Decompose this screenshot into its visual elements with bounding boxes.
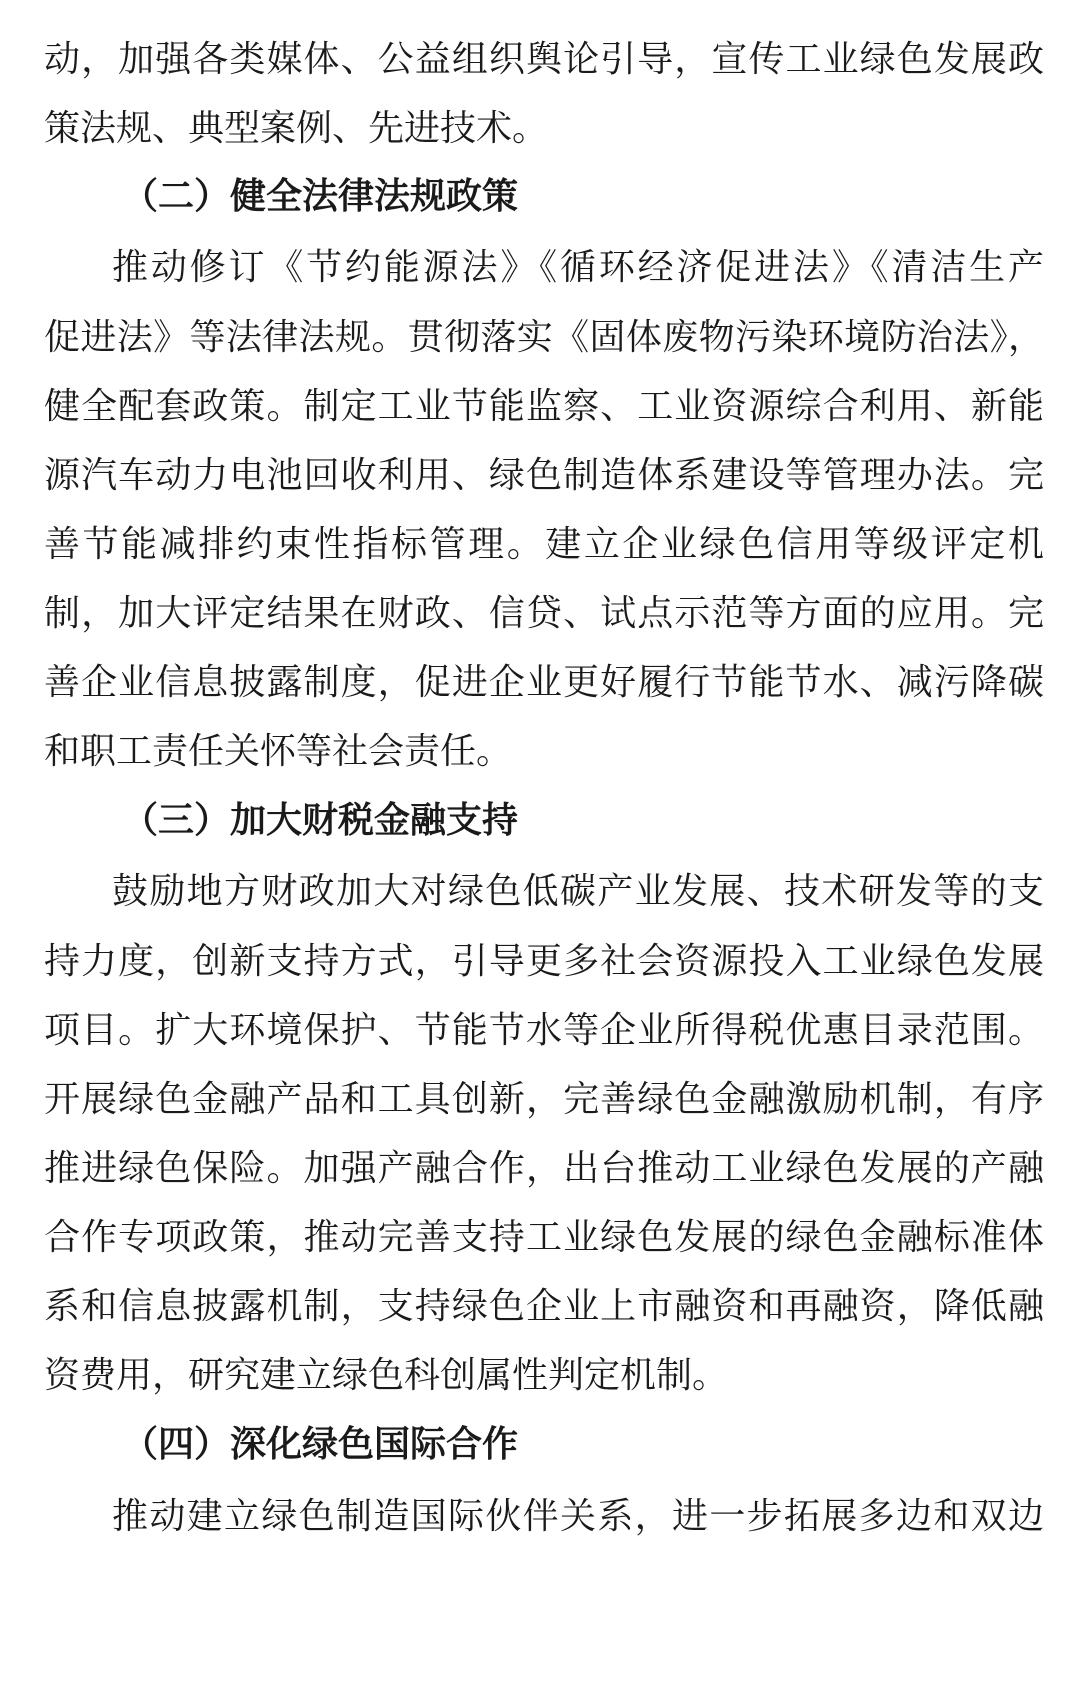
section-heading-4: （四）深化绿色国际合作 [122, 1424, 519, 1465]
paragraph-4-line-1: 推动建立绿色制造国际伙伴关系，进一步拓展多边和双边 [112, 1496, 1044, 1537]
section-heading-3: （三）加大财税金融支持 [122, 800, 519, 841]
paragraph-2-line-5: 善节能减排约束性指标管理。建立企业绿色信用等级评定机 [44, 524, 1044, 565]
paragraph-3-line-2: 持力度，创新支持方式，引导更多社会资源投入工业绿色发展 [44, 941, 1044, 982]
paragraph-2-line-3: 健全配套政策。制定工业节能监察、工业资源综合利用、新能 [44, 386, 1044, 427]
paragraph-2-line-7: 善企业信息披露制度，促进企业更好履行节能节水、减污降碳 [44, 662, 1044, 703]
paragraph-2-line-4: 源汽车动力电池回收利用、绿色制造体系建设等管理办法。完 [44, 455, 1044, 496]
paragraph-2-line-8: 和职工责任关怀等社会责任。 [44, 731, 513, 772]
paragraph-3-line-7: 系和信息披露机制，支持绿色企业上市融资和再融资，降低融 [44, 1286, 1044, 1327]
paragraph-2-line-1: 推动修订《节约能源法》《循环经济促进法》《清洁生产 [112, 247, 1044, 288]
paragraph-1-line-1: 动，加强各类媒体、公益组织舆论引导，宣传工业绿色发展政 [44, 39, 1044, 80]
paragraph-2-line-6: 制，加大评定结果在财政、信贷、试点示范等方面的应用。完 [44, 593, 1044, 634]
paragraph-2-line-2: 促进法》等法律法规。贯彻落实《固体废物污染环境防治法》， [44, 317, 1044, 358]
paragraph-3-line-5: 推进绿色保险。加强产融合作，出台推动工业绿色发展的产融 [44, 1148, 1044, 1189]
section-heading-2: （二）健全法律法规政策 [122, 176, 519, 217]
paragraph-3-line-8: 资费用，研究建立绿色科创属性判定机制。 [44, 1355, 729, 1396]
paragraph-3-line-3: 项目。扩大环境保护、节能节水等企业所得税优惠目录范围。 [44, 1010, 1044, 1051]
paragraph-3-line-6: 合作专项政策，推动完善支持工业绿色发展的绿色金融标准体 [44, 1217, 1044, 1258]
paragraph-1-line-2: 策法规、典型案例、先进技术。 [44, 108, 549, 149]
paragraph-3-line-1: 鼓励地方财政加大对绿色低碳产业发展、技术研发等的支 [112, 871, 1044, 912]
paragraph-3-line-4: 开展绿色金融产品和工具创新，完善绿色金融激励机制，有序 [44, 1079, 1044, 1120]
